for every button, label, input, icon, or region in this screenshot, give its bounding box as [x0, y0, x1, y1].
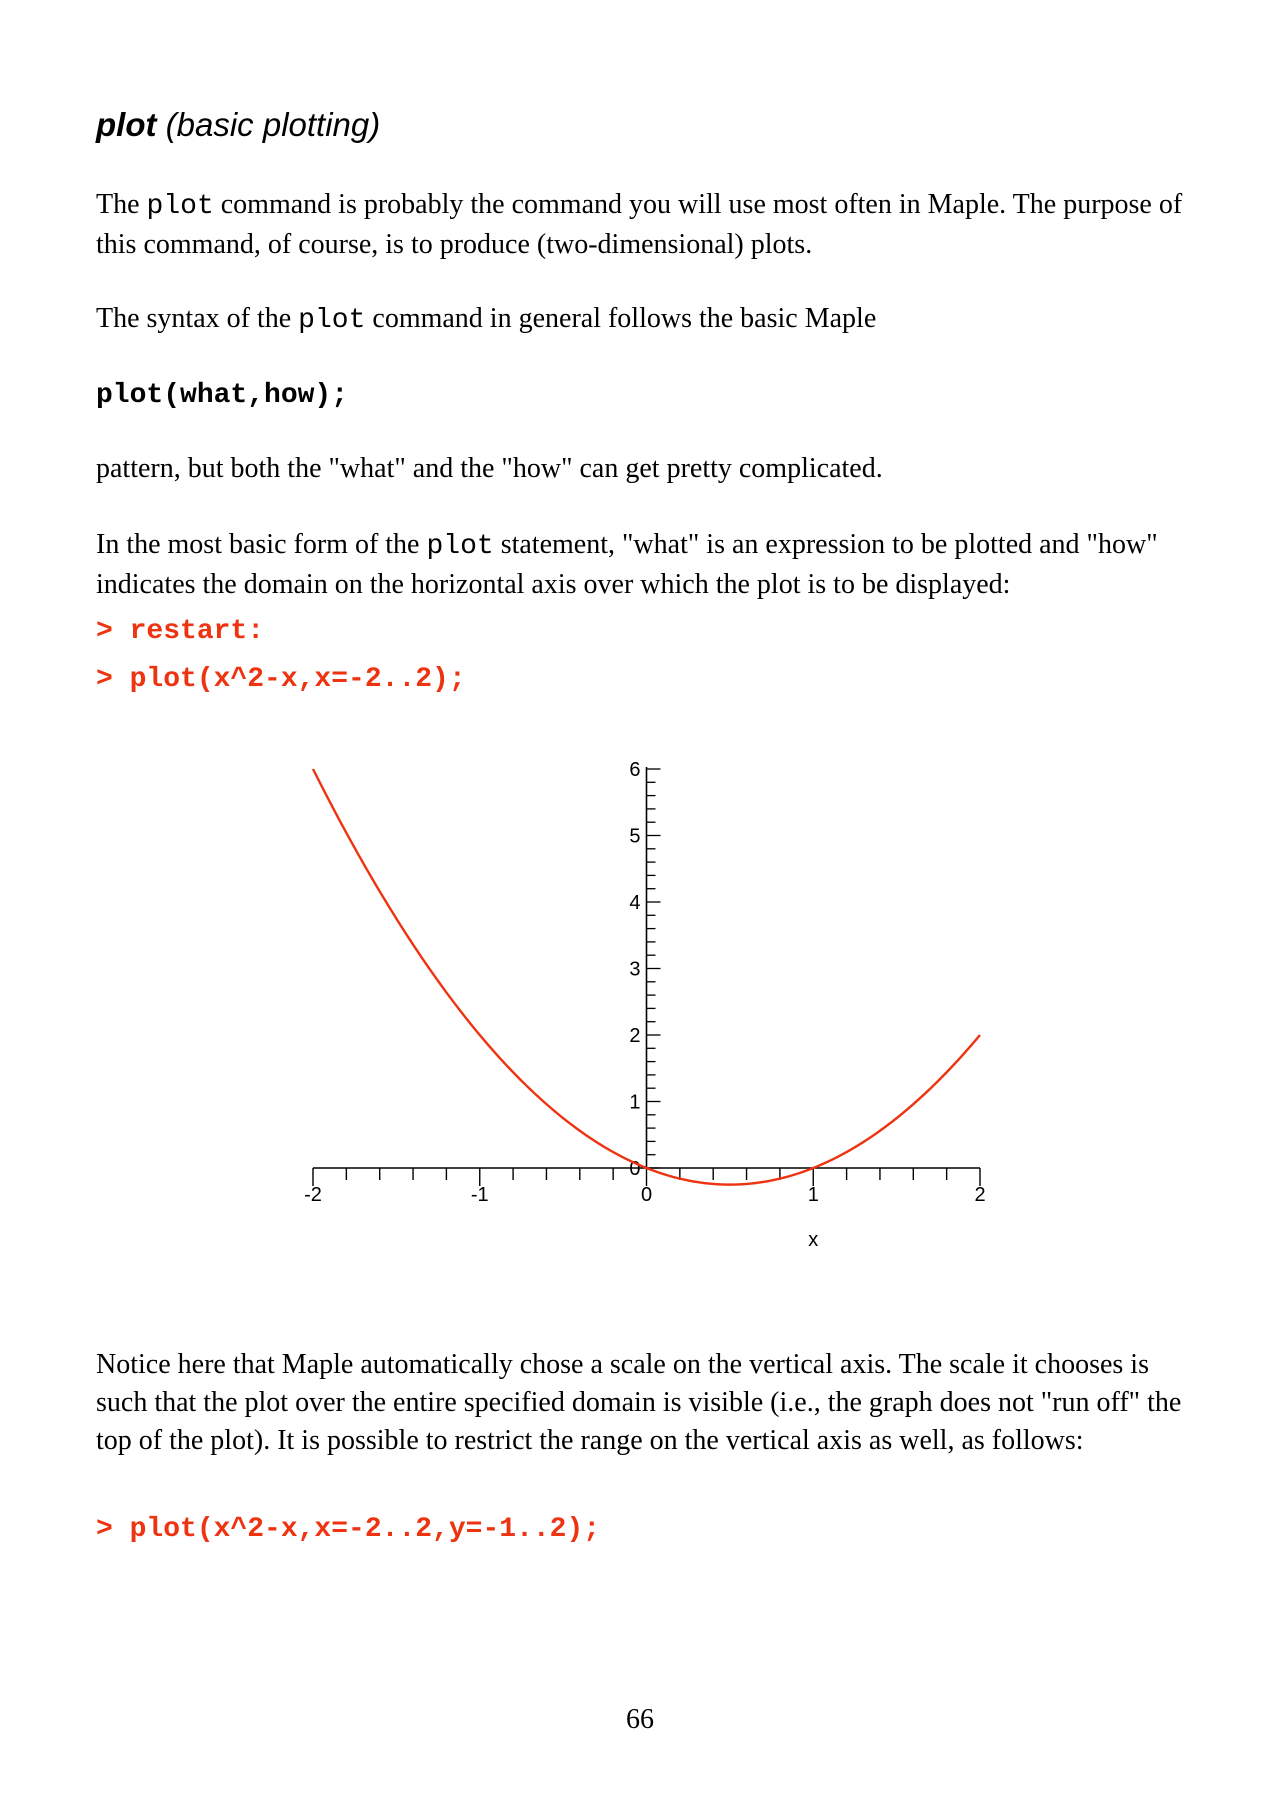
syntax-code-block: plot(what,how); [96, 380, 349, 411]
x-axis-label: x [808, 1229, 819, 1251]
title-subtitle: (basic plotting) [165, 106, 381, 143]
paragraph-pattern: pattern, but both the "what" and the "how" can get pretty complicated. [96, 453, 883, 484]
text-run: In the most basic form of the [96, 529, 427, 560]
inline-code: plot [146, 191, 214, 222]
inline-code: plot [298, 305, 366, 336]
x-tick-label: 1 [807, 1184, 819, 1206]
maple-input-plot-range[interactable]: > plot(x^2-x,x=-2..2,y=-1..2); [96, 1514, 601, 1545]
text-run: statement, "what" is an expression to be plotted and "how" indicates the domain on the horizontal axis over which the plot is to be displayed: [96, 529, 1158, 600]
x-tick-label: 2 [974, 1184, 986, 1206]
y-tick-label: 4 [629, 892, 641, 914]
y-tick-label: 5 [629, 825, 641, 848]
text-run: The syntax of the [96, 303, 299, 334]
x-tick-label: 0 [640, 1184, 653, 1206]
y-tick-label: 1 [629, 1091, 641, 1114]
text-run: command is probably the command you will use most often in Maple. The purpose of this command, of course, is to produce (two-dimensional) plots. [96, 189, 1183, 260]
y-tick-label: 2 [629, 1025, 641, 1047]
text-run: The [96, 189, 147, 220]
text-run: command in general follows the basic Maple [365, 303, 877, 334]
x-tick-label: -1 [470, 1184, 489, 1206]
inline-code: plot [426, 531, 494, 562]
page-number: 66 [626, 1704, 654, 1735]
y-tick-label: 0 [629, 1158, 641, 1180]
title-command: plot [96, 106, 157, 143]
y-tick-label: 6 [629, 759, 641, 781]
maple-input-restart[interactable]: > restart: [96, 616, 265, 647]
y-tick-label: 3 [629, 958, 641, 981]
x-tick-label: -2 [304, 1184, 322, 1206]
paragraph-notice: Notice here that Maple automatically chose a scale on the vertical axis. The scale it chooses is such that the plot over the entire specified domain is visible (i.e., the graph does not "run off" the top of the plot). It is possible to restrict the range on the vertical axis as well, as follows: [96, 1349, 1182, 1456]
maple-input-plot[interactable]: > plot(x^2-x,x=-2..2); [96, 664, 466, 695]
